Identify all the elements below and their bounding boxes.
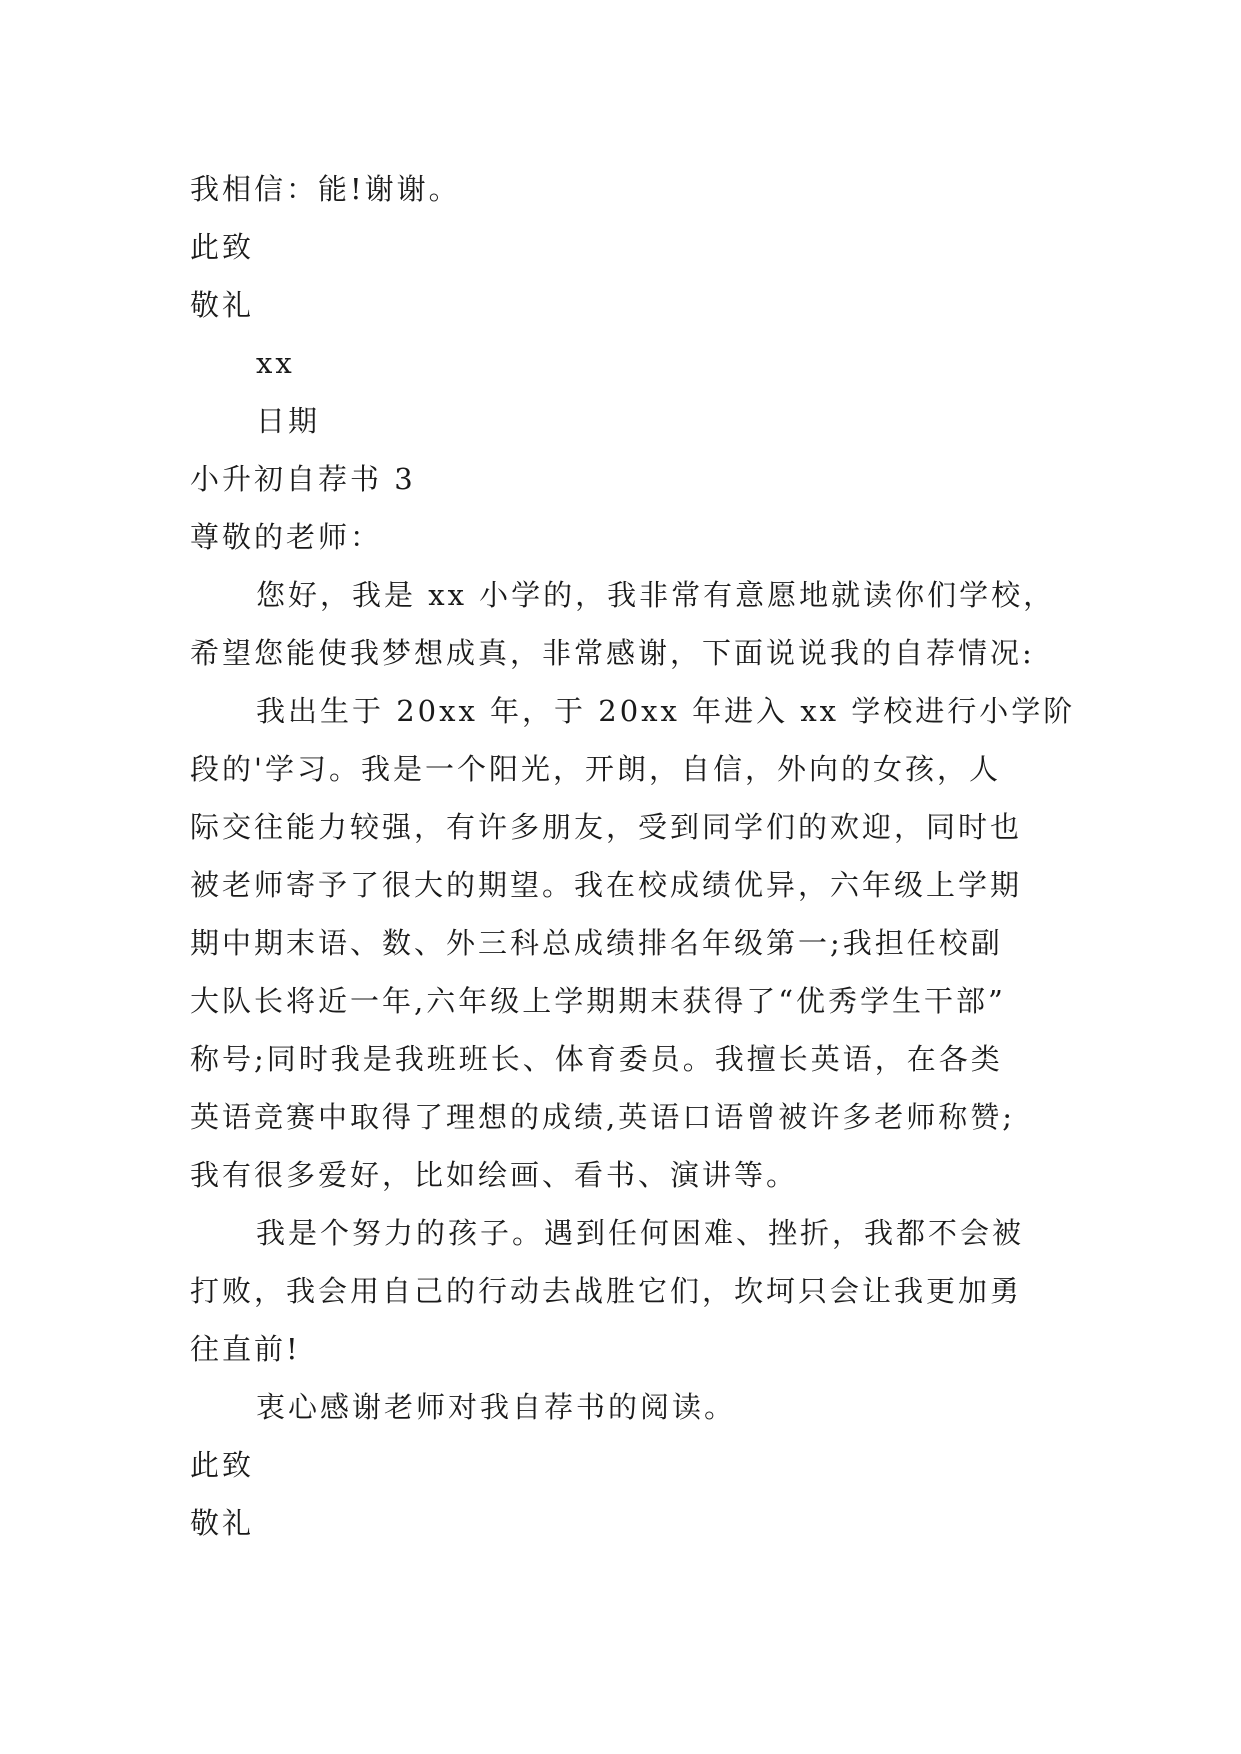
paragraph-line: 称号;同时我是我班班长、体育委员。我擅长英语，在各类 [190,1042,1003,1076]
paragraph-line: 英语竞赛中取得了理想的成绩,英语口语曾被许多老师称赞; [190,1100,1015,1134]
salutation-cizhi-2: 此致 [190,1448,255,1482]
paragraph [190,1204,1070,1378]
paragraph [190,1378,1070,1436]
paragraph [190,682,1076,1204]
paragraph-line: 期中期末语、数、外三科总成绩排名年级第一;我担任校副 [190,926,1003,960]
paragraph-line: 大队长将近一年,六年级上学期期末获得了“优秀学生干部” [190,984,1006,1018]
salutation-jingli-2: 敬礼 [190,1506,255,1540]
paragraph-line: 段的'学习。我是一个阳光，开朗，自信，外向的女孩，人 [190,752,1001,786]
paragraph-line: 我是个努力的孩子。遇到任何困难、挫折，我都不会被 [256,1216,1025,1250]
paragraph [190,566,1070,682]
paragraph-line: 打败，我会用自己的行动去战胜它们，坎坷只会让我更加勇 [190,1274,1023,1308]
paragraph-line: 我出生于 20xx 年，于 20xx 年进入 xx 学校进行小学阶 [256,694,1076,728]
paragraph-line: 衷心感谢老师对我自荐书的阅读。 [256,1390,737,1424]
closing-line: 我相信：能!谢谢。 [190,172,461,206]
signature: xx [256,346,295,380]
paragraph-line: 希望您能使我梦想成真，非常感谢，下面说说我的自荐情况: [190,636,1035,670]
document-title: 小升初自荐书 3 [190,462,416,496]
date: 日期 [256,404,321,438]
salutation-jingli: 敬礼 [190,288,255,322]
document-page [190,160,1076,1552]
paragraph-line: 际交往能力较强，有许多朋友，受到同学们的欢迎，同时也 [190,810,1023,844]
paragraph-line: 我有很多爱好，比如绘画、看书、演讲等。 [190,1158,799,1192]
salutation-cizhi: 此致 [190,230,255,264]
paragraph-line: 往直前! [190,1332,301,1366]
paragraph-line: 您好，我是 xx 小学的，我非常有意愿地就读你们学校， [256,578,1056,612]
greeting: 尊敬的老师： [190,520,383,554]
paragraph-line: 被老师寄予了很大的期望。我在校成绩优异，六年级上学期 [190,868,1023,902]
letter-body [190,566,1076,1436]
